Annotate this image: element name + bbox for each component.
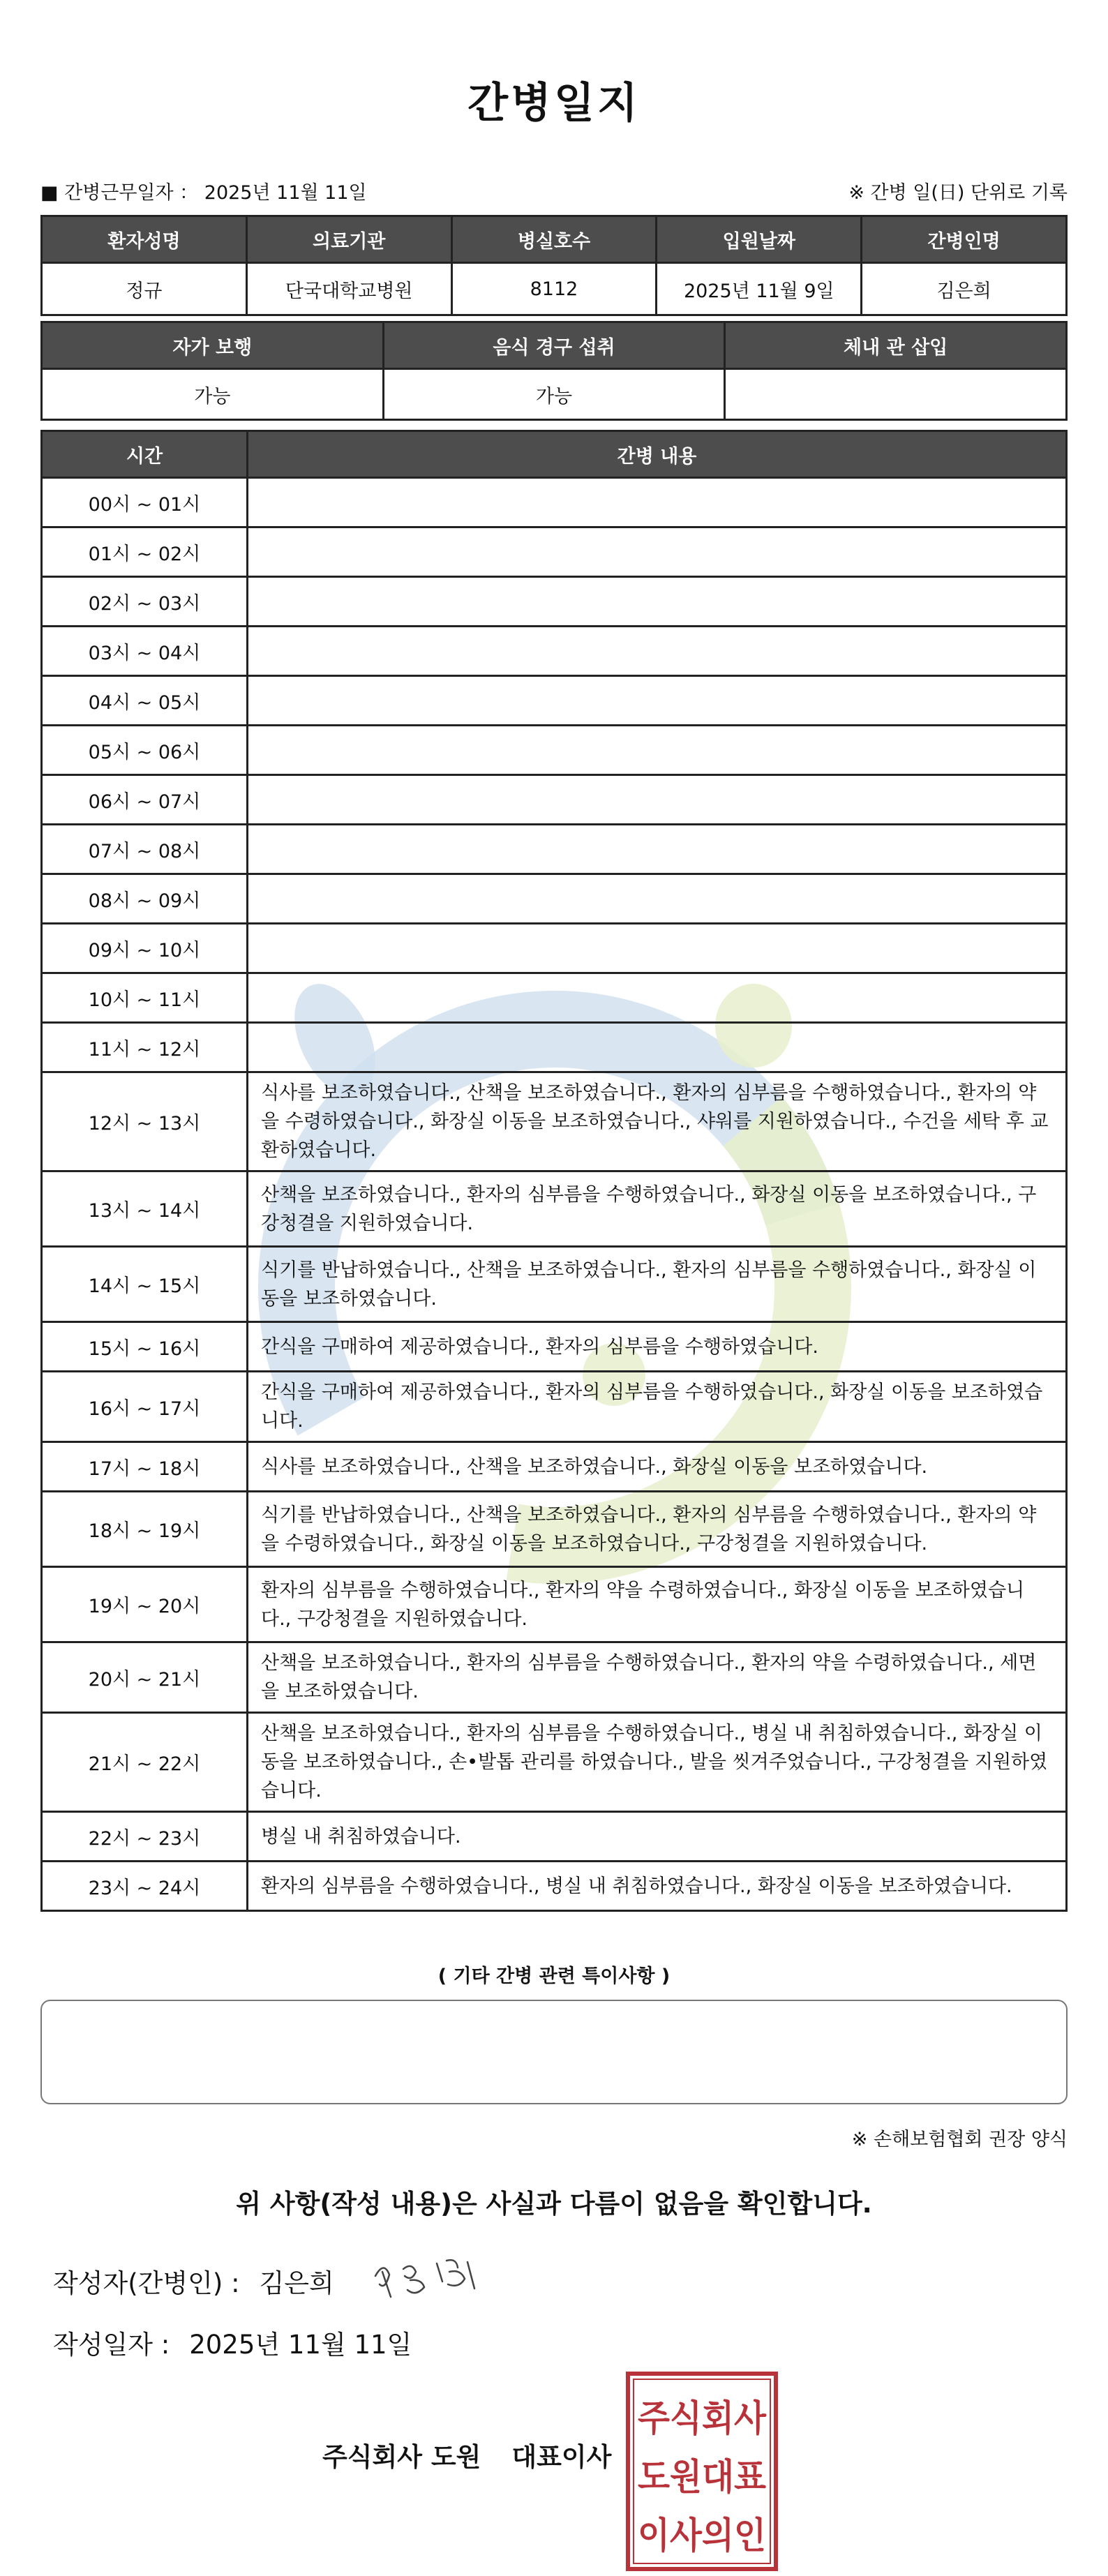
table-row xyxy=(42,1023,1067,1072)
header-time: 시간 xyxy=(42,431,248,478)
written-date-value: 2025년 11월 11일 xyxy=(189,2330,412,2360)
work-date-label: ■ 간병근무일자 ： xyxy=(40,182,199,204)
walking-status: 가능 xyxy=(42,369,384,420)
written-date-line xyxy=(53,2323,412,2361)
special-notes-title: ( 기타 간병 관련 특이사항 ) xyxy=(437,1965,671,1987)
room-number: 8112 xyxy=(451,263,657,315)
time-slot: 23시 ~ 24시 xyxy=(42,1862,248,1911)
header-hospital: 의료기관 xyxy=(246,216,451,263)
header-content: 간병 내용 xyxy=(248,431,1067,478)
time-slot: 08시 ~ 09시 xyxy=(42,874,248,924)
company-name: 주식회사 도원 xyxy=(322,2442,481,2472)
hospital: 단국대학교병원 xyxy=(246,263,451,315)
time-slot: 14시 ~ 15시 xyxy=(42,1247,248,1322)
unit-note: ※ 간병 일(日) 단위로 기록 xyxy=(848,182,1068,204)
care-content: 식사를 보조하였습니다., 산책을 보조하였습니다., 환자의 심부름을 수행하였습니다., 환자의 약을 수령하였습니다., 화장실 이동을 보조하였습니다., 샤워를 지원하였습니다., 수건을 세탁 후 교환하였습니다. xyxy=(248,1072,1067,1171)
special-notes-box xyxy=(40,2000,1068,2104)
time-slot: 00시 ~ 01시 xyxy=(42,478,248,527)
care-content: 간식을 구매하여 제공하였습니다., 환자의 심부름을 수행하였습니다. xyxy=(248,1322,1067,1372)
care-content: 간식을 구매하여 제공하였습니다., 환자의 심부름을 수행하였습니다., 화장실 이동을 보조하였습니다. xyxy=(248,1372,1067,1442)
svg-text:이사의인: 이사의인 xyxy=(638,2515,766,2557)
table-row xyxy=(42,577,1067,627)
header-caregiver: 간병인명 xyxy=(862,216,1067,263)
care-content: 산책을 보조하였습니다., 환자의 심부름을 수행하였습니다., 환자의 약을 수령하였습니다., 세면을 보조하였습니다. xyxy=(248,1642,1067,1713)
oral-intake-status: 가능 xyxy=(383,369,725,420)
time-slot: 16시 ~ 17시 xyxy=(42,1372,248,1442)
time-slot: 15시 ~ 16시 xyxy=(42,1322,248,1372)
table-row xyxy=(42,1072,1067,1171)
table-row xyxy=(42,1492,1067,1567)
handwritten-signature xyxy=(370,2248,488,2304)
document-title: 간병일지 xyxy=(467,79,641,128)
table-row xyxy=(42,627,1067,676)
care-log-table xyxy=(40,430,1068,1912)
time-slot: 06시 ~ 07시 xyxy=(42,775,248,825)
table-row xyxy=(42,1372,1067,1442)
care-content xyxy=(248,1023,1067,1072)
care-content xyxy=(248,775,1067,825)
care-content xyxy=(248,825,1067,874)
patient-info-table xyxy=(40,215,1068,316)
care-content xyxy=(248,676,1067,726)
written-date-label: 작성일자 : xyxy=(53,2330,170,2360)
care-content: 식사를 보조하였습니다., 산책을 보조하였습니다., 화장실 이동을 보조하였습니다. xyxy=(248,1442,1067,1492)
time-slot: 13시 ~ 14시 xyxy=(42,1171,248,1247)
care-content: 산책을 보조하였습니다., 환자의 심부름을 수행하였습니다., 병실 내 취침하였습니다., 화장실 이동을 보조하였습니다., 손•발톱 관리를 하였습니다., 발을 씻겨주었습니다., 구강청결을 지원하였습니다. xyxy=(248,1713,1067,1812)
table-row xyxy=(42,726,1067,775)
header-walking: 자가 보행 xyxy=(42,322,384,369)
tube-status xyxy=(725,369,1067,420)
table-row xyxy=(42,1442,1067,1492)
time-slot: 07시 ~ 08시 xyxy=(42,825,248,874)
work-date-value: 2025년 11월 11일 xyxy=(204,182,367,204)
care-content xyxy=(248,478,1067,527)
header-patient-name: 환자성명 xyxy=(42,216,247,263)
care-content: 환자의 심부름을 수행하였습니다., 환자의 약을 수령하였습니다., 화장실 이동을 보조하였습니다., 구강청결을 지원하였습니다. xyxy=(248,1567,1067,1642)
table-row xyxy=(42,825,1067,874)
time-slot: 02시 ~ 03시 xyxy=(42,577,248,627)
care-content xyxy=(248,924,1067,973)
table-row xyxy=(42,924,1067,973)
care-content xyxy=(248,973,1067,1023)
svg-text:주식회사: 주식회사 xyxy=(638,2398,767,2440)
form-notice: ※ 손해보험협회 권장 양식 xyxy=(851,2129,1068,2150)
confirmation-statement: 위 사항(작성 내용)은 사실과 다름이 없음을 확인합니다. xyxy=(236,2189,872,2219)
time-slot: 05시 ~ 06시 xyxy=(42,726,248,775)
care-content: 병실 내 취침하였습니다. xyxy=(248,1812,1067,1862)
caregiver-name: 김은희 xyxy=(862,263,1067,315)
care-content xyxy=(248,527,1067,577)
table-row xyxy=(42,1862,1067,1911)
table-row xyxy=(42,676,1067,726)
care-content xyxy=(248,726,1067,775)
company-seal xyxy=(625,2371,779,2572)
time-slot: 10시 ~ 11시 xyxy=(42,973,248,1023)
care-content xyxy=(248,627,1067,676)
care-content: 산책을 보조하였습니다., 환자의 심부름을 수행하였습니다., 화장실 이동을 보조하였습니다., 구강청결을 지원하였습니다. xyxy=(248,1171,1067,1247)
time-slot: 18시 ~ 19시 xyxy=(42,1492,248,1567)
care-content xyxy=(248,874,1067,924)
table-row xyxy=(42,1567,1067,1642)
writer-label: 작성자(간병인) : xyxy=(53,2268,240,2298)
care-content: 식기를 반납하였습니다., 산책을 보조하였습니다., 환자의 심부름을 수행하였습니다., 환자의 약을 수령하였습니다., 화장실 이동을 보조하였습니다., 구강청결을 지원하였습니다. xyxy=(248,1492,1067,1567)
writer-line xyxy=(53,2262,334,2300)
time-slot: 20시 ~ 21시 xyxy=(42,1642,248,1713)
table-row xyxy=(42,478,1067,527)
table-row xyxy=(42,775,1067,825)
patient-name: 정규 xyxy=(42,263,247,315)
time-slot: 22시 ~ 23시 xyxy=(42,1812,248,1862)
company-line xyxy=(322,2436,611,2473)
time-slot: 19시 ~ 20시 xyxy=(42,1567,248,1642)
time-slot: 03시 ~ 04시 xyxy=(42,627,248,676)
writer-name: 김은희 xyxy=(259,2268,334,2298)
care-content: 환자의 심부름을 수행하였습니다., 병실 내 취침하였습니다., 화장실 이동을 보조하였습니다. xyxy=(248,1862,1067,1911)
company-title: 대표이사 xyxy=(511,2442,612,2472)
table-row xyxy=(42,1247,1067,1322)
time-slot: 21시 ~ 22시 xyxy=(42,1713,248,1812)
time-slot: 01시 ~ 02시 xyxy=(42,527,248,577)
care-content: 식기를 반납하였습니다., 산책을 보조하였습니다., 환자의 심부름을 수행하였습니다., 화장실 이동을 보조하였습니다. xyxy=(248,1247,1067,1322)
header-room: 병실호수 xyxy=(451,216,657,263)
table-row xyxy=(42,1642,1067,1713)
time-slot: 09시 ~ 10시 xyxy=(42,924,248,973)
table-row xyxy=(42,527,1067,577)
time-slot: 17시 ~ 18시 xyxy=(42,1442,248,1492)
care-content xyxy=(248,577,1067,627)
table-row xyxy=(42,1171,1067,1247)
header-oral-intake: 음식 경구 섭취 xyxy=(383,322,725,369)
work-date xyxy=(40,177,367,204)
table-row xyxy=(42,874,1067,924)
table-row xyxy=(42,1812,1067,1862)
care-log-body xyxy=(42,478,1067,1911)
header-tube: 체내 관 삽입 xyxy=(725,322,1067,369)
time-slot: 04시 ~ 05시 xyxy=(42,676,248,726)
table-row xyxy=(42,973,1067,1023)
table-row xyxy=(42,1322,1067,1372)
svg-text:도원대표: 도원대표 xyxy=(638,2457,766,2499)
table-row xyxy=(42,1713,1067,1812)
time-slot: 12시 ~ 13시 xyxy=(42,1072,248,1171)
patient-status-table xyxy=(40,321,1068,421)
header-admission-date: 입원날짜 xyxy=(657,216,862,263)
admission-date: 2025년 11월 9일 xyxy=(657,263,862,315)
time-slot: 11시 ~ 12시 xyxy=(42,1023,248,1072)
